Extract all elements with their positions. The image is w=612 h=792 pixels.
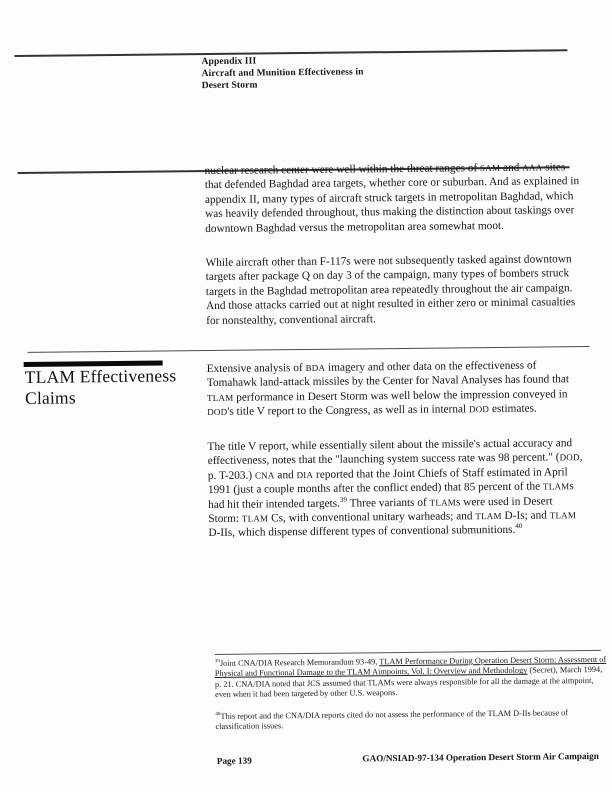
footnote-rule [215, 650, 601, 655]
footer-report-id: GAO/NSIAD-97-134 Operation Desert Storm Air Campaign [362, 750, 599, 764]
appendix-title-line2: Desert Storm [201, 79, 258, 91]
section-heading: TLAM Effectiveness Claims [24, 365, 177, 408]
appendix-number: Appendix III [201, 55, 257, 68]
intro-paragraph-2: While aircraft other than F-117s were not subsequently tasked against downtown targets after package Q on day 3 of the campaign, many types of bombers struck targets in the Baghdad metropolitan area repeatedly throughout the air campaign. And those attacks carried out at night resulted in either zero or minimal casualties for nonstealthy, conventional aircraft. [205, 253, 576, 327]
section-divider-rule [28, 346, 590, 353]
footer-page-number: Page 139 [216, 755, 252, 766]
tlam-paragraph-1: Extensive analysis of BDA imagery and other data on the effectiveness of Tomahawk land-attack missiles by the Center for Naval Analyses has found that TLAM performance in Desert Storm was well below the impression conveyed in DOD's title V report to the Congress, as well as in internal DOD estimates. [206, 359, 570, 419]
footnote-39: $^{39}$Joint CNA/DIA Research Memorandum 93-49, TLAM Performance During Operation Desert Storm: Assessment of Physical and Functional Damage to the TLAM Aimpoints, Vol. I: Overview and Methodology (Secret), March 1994, p. 21. CNA/DIA noted that JCS assumed that TLAMs were always responsible for all the damage at the aimpoint, even when it had been targeted by other U.S. weapons. [214, 654, 607, 700]
tlam-paragraph-2: The title V report, while essentially silent about the missile's actual accuracy and effectiveness, notes that the "launching system success rate was 98 percent." (DOD, p. T-203.) CNA and DIA reported that the Joint Chiefs of Staff estimated in April 1991 (just a couple months after the conflict ended) that 85 percent of the TLAMs had hit their intended targets.$^{39}$ Three variants of TLAMs were used in Desert Storm: TLAM Cs, with conventional unitary warheads; and TLAM D-Is; and TLAM D-IIs, which dispense different types of conventional submunitions.$^{40}$ [207, 437, 583, 540]
appendix-title-line1: Aircraft and Munition Effectiveness in [201, 66, 364, 79]
appendix-header [201, 54, 431, 92]
intro-paragraph-1: nuclear research center were well within the threat ranges of SAM and AAA sites that defended Baghdad area targets, whether core or suburban. And as explained in appendix II, many types of aircraft struck targets in metropolitan Baghdad, which was heavily defended throughout, thus making the distinction about taskings over downtown Baghdad versus the metropolitan area somewhat moot. [204, 161, 580, 235]
footnote-40: $^{40}$This report and the CNA/DIA reports cited do not assess the performance of the TLAM D-IIs because of classification issues. [215, 708, 569, 732]
